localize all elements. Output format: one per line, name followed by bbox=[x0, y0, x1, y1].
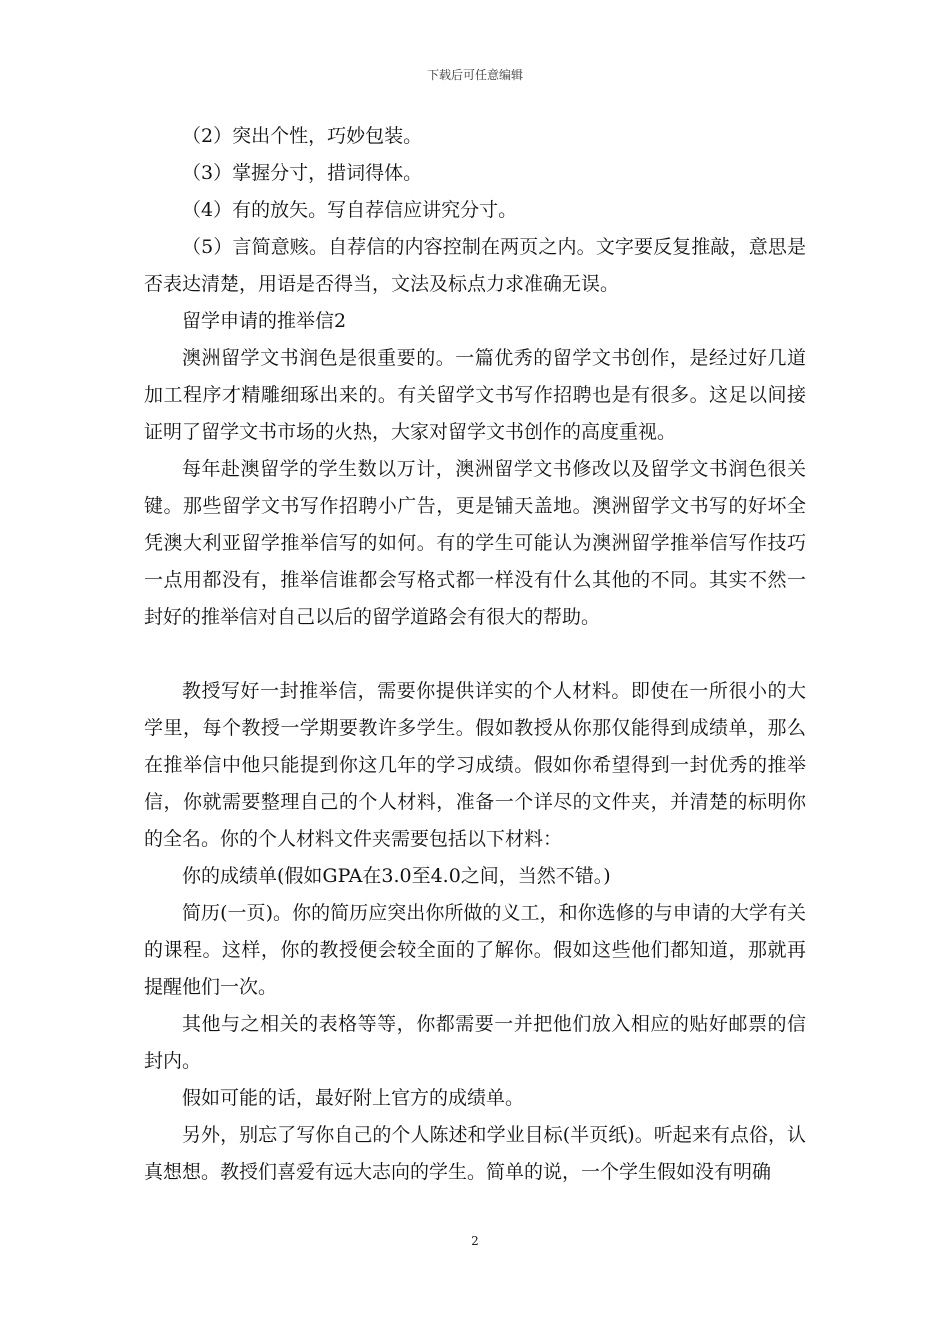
paragraph-tip-3: （3）掌握分寸，措词得体。 bbox=[182, 162, 423, 184]
page-header: 下载后可任意编辑 bbox=[426, 68, 523, 82]
paragraph-transcript: 你的成绩单(假如GPA在3.0至4.0之间，当然不错。) bbox=[182, 865, 611, 887]
paragraph-professor: 教授写好一封推举信，需要你提供详实的个人材料。即使在一所很小的大学里，每个教授一学期要教许多学生。假如教授从你那仅能得到成绩单，那么在推举信中他只能提到你这几年的学习成绩。假如你希望得到一封优秀的推举信，你就需要整理自己的个人材料，准备一个详尽的文件夹，并清楚的标明你的全名。你的个人材料文件夹需要包括以下材料： bbox=[144, 680, 806, 850]
paragraph-forms: 其他与之相关的表格等等，你都需要一并把他们放入相应的贴好邮票的信封内。 bbox=[144, 1013, 806, 1072]
paragraph-tip-5: （5）言简意赅。自荐信的内容控制在两页之内。文字要反复推敲，意思是否表达清楚，用语是否得当，文法及标点力求准确无误。 bbox=[144, 236, 806, 295]
paragraph-personal-statement: 另外，别忘了写你自己的个人陈述和学业目标(半页纸)。听起来有点俗，认真想想。教授们喜爱有远大志向的学生。简单的说，一个学生假如没有明确 bbox=[144, 1124, 806, 1183]
paragraph-resume: 简历(一页)。你的简历应突出你所做的义工，和你选修的与申请的大学有关的课程。这样，你的教授便会较全面的了解你。假如这些他们都知道，那就再提醒他们一次。 bbox=[144, 902, 806, 998]
document-body bbox=[144, 118, 806, 1191]
page-number: 2 bbox=[471, 1234, 479, 1248]
paragraph-australia: 每年赴澳留学的学生数以万计，澳洲留学文书修改以及留学文书润色很关键。那些留学文书写作招聘小广告，更是铺天盖地。澳洲留学文书写的好坏全凭澳大利亚留学推举信写的如何。有的学生可能认为澳洲留学推举信写作技巧一点用都没有，推举信谁都会写格式都一样没有什么其他的不同。其实不然一封好的推举信对自己以后的留学道路会有很大的帮助。 bbox=[144, 458, 806, 628]
paragraph-tip-2: （2）突出个性，巧妙包装。 bbox=[182, 125, 423, 147]
paragraph-tip-4: （4）有的放矢。写自荐信应讲究分寸。 bbox=[182, 199, 518, 221]
section-heading: 留学申请的推举信2 bbox=[182, 310, 347, 332]
paragraph-intro: 澳洲留学文书润色是很重要的。一篇优秀的留学文书创作，是经过好几道加工程序才精雕细琢出来的。有关留学文书写作招聘也是有很多。这足以间接证明了留学文书市场的火热，大家对留学文书创作的高度重视。 bbox=[144, 347, 806, 443]
paragraph-official-transcript: 假如可能的话，最好附上官方的成绩单。 bbox=[182, 1087, 525, 1109]
